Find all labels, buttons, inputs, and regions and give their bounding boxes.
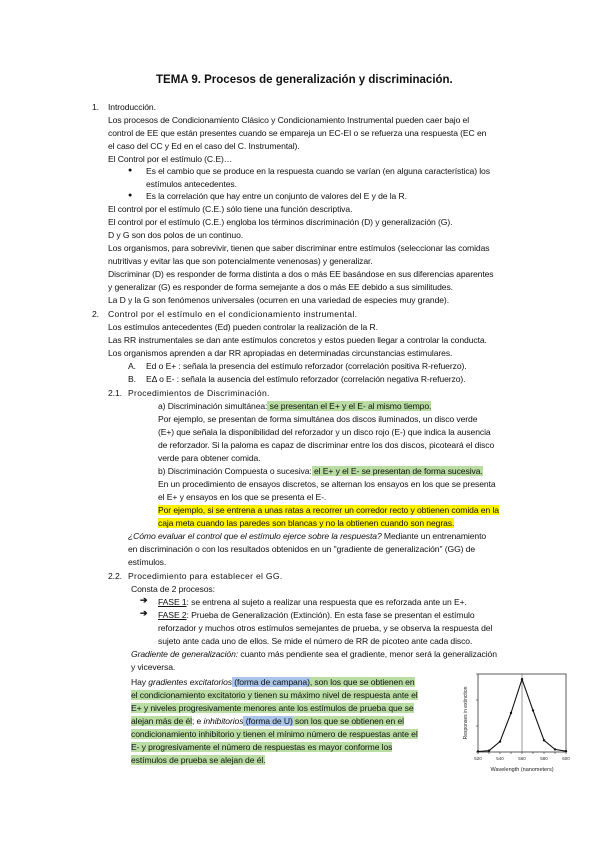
list-marker: A. [128, 361, 136, 371]
paragraph-line: Los organismos aprenden a dar RR apropiadas en determinadas circunstancias estimulares. [108, 348, 453, 358]
paragraph-line: Consta de 2 procesos: [131, 584, 215, 594]
definition-text: cuanto más pendiente sea el gradiente, menor será la generalización [238, 649, 497, 659]
paragraph-line: el E+ y ensayos en los que se presenta el E-. [158, 492, 327, 502]
subsection-heading: Procedimiento para establecer el GG. [128, 571, 283, 581]
highlight-green: son los que se obtienen en el [292, 716, 404, 726]
text: Hay [131, 677, 149, 687]
data-point [510, 712, 512, 714]
generalization-gradient-chart [458, 668, 574, 774]
paragraph-line [131, 690, 418, 701]
page-title: TEMA 9. Procesos de generalización y discriminación. [156, 74, 453, 86]
list-line: EΔ o E- : señala la ausencia del estímulo reforzador (correlación negativa R-refuerzo). [146, 374, 466, 384]
paragraph-line: Los procesos de Condicionamiento Clásico y Condicionamiento Instrumental pueden caer bajo el [108, 115, 470, 125]
list-line: reforzador y muchos otros estímulos semejantes de prueba, y se observa la respuesta del [158, 623, 493, 633]
arrow-icon: ➔ [140, 595, 148, 605]
paragraph-line: control de EE que están presentes cuando se empareja un EC-EI o se refuerza una respuesta (EC en [108, 128, 487, 138]
data-point [532, 709, 534, 711]
x-tick-label: 540 [496, 756, 504, 761]
phase-label: FASE 2 [158, 610, 187, 620]
highlight-green: alejan más de él [131, 716, 192, 726]
paragraph-line [131, 703, 414, 714]
paragraph-line: Las RR instrumentales se dan ante estímulos concretos y estos pueden llegar a controlar la conducta. [108, 335, 487, 345]
phase-label: FASE 1 [158, 597, 187, 607]
highlight-blue: (forma de U) [243, 716, 293, 726]
paragraph-line [131, 742, 392, 753]
paragraph-line: y viceversa. [131, 662, 176, 672]
paragraph-line: D y G son dos polos de un continuo. [108, 230, 244, 240]
bullet-line: Es el cambio que se produce en la respuesta cuando se varían (en alguna característica) los [146, 166, 490, 176]
x-axis-label: Wavelength (nanometers) [490, 767, 554, 773]
highlight-green: estímulos de prueba se alejan de él. [131, 755, 266, 765]
paragraph-line: verde para obtener comida. [158, 453, 261, 463]
italic-term: inhibitorios [203, 716, 244, 726]
italic-question: ¿Cómo evaluar el control que el estímulo ejerce sobre la respuesta? [128, 531, 382, 541]
x-tick-label: 520 [474, 756, 482, 761]
data-point [521, 678, 523, 680]
x-tick-label: 560 [518, 756, 526, 761]
term-label: a) Discriminación simultánea: [158, 401, 268, 411]
paragraph-line [158, 518, 454, 529]
paragraph-line [158, 505, 499, 516]
list-line [158, 597, 467, 608]
subsection-heading: Procedimientos de Discriminación. [128, 388, 270, 398]
x-tick-label: 600 [562, 756, 570, 761]
paragraph-line: (E+) que señala la disponibilidad del reforzador y un disco rojo (E-) que indica la ausencia [158, 427, 491, 437]
bullet-icon: ● [128, 167, 133, 174]
data-point [488, 750, 490, 752]
phase-text: : se entrena al sujeto a realizar una respuesta que es reforzada ante un E+. [186, 597, 467, 607]
highlight-yellow: Por ejemplo, si se entrena a unas ratas a recorrer un corredor recto y obtienen comida en la [158, 505, 499, 515]
highlight-green: condicionamiento inhibitorio y tienen el mínimo número de respuestas ante el [131, 729, 418, 739]
data-point [477, 750, 479, 752]
list-line: sujeto ante cada uno de ellos. Se mide el número de RR de picoteo ante cada disco. [158, 636, 473, 646]
list-line: Ed o E+ : señala la presencia del estímulo reforzador (correlación positiva R-refuerzo). [146, 361, 467, 371]
x-tick-label: 580 [540, 756, 548, 761]
highlight-green: E- y progresivamente el número de respuestas es mayor conforme los [131, 742, 393, 752]
highlight-yellow: caja meta cuando las paredes son blancas y no la obtienen cuando son negras. [158, 518, 455, 528]
section-heading-control: Control por el estímulo en el condicionamiento instrumental. [108, 309, 358, 319]
data-point [565, 750, 567, 752]
paragraph-line [128, 531, 486, 542]
paragraph-line: En un procedimiento de ensayos discretos, se alternan los ensayos en los que se presenta [158, 479, 496, 489]
highlight-green: el E+ y el E- se presentan de forma sucesiva. [311, 466, 483, 476]
phase-text: : Prueba de Generalización (Extinción). En esta fase se presentan el estímulo [186, 610, 475, 620]
italic-term: Gradiente de generalización: [131, 649, 239, 659]
paragraph-line: Por ejemplo, se presentan de forma simultánea dos discos iluminados, un disco verde [158, 414, 478, 424]
subsection-number: 2.1. [108, 388, 122, 398]
paragraph-line [131, 677, 415, 688]
highlight-green: , son los que se obtienen en [309, 677, 415, 687]
paragraph-line: y generalizar (G) es responder de forma semejante a dos o más EE debido a sus similitudes. [108, 282, 453, 292]
arrow-icon: ➔ [140, 608, 148, 618]
term-label: b) Discriminación Compuesta o sucesiva: [158, 466, 312, 476]
y-axis-label: Responses in extinction [463, 686, 469, 740]
highlight-green: el condicionamiento excitatorio y tienen su máximo nivel de respuesta ante el [131, 690, 418, 700]
text: ; e [191, 716, 204, 726]
highlight-green: se presentan el E+ y el E- al mismo tiempo. [267, 401, 432, 411]
subsection-number: 2.2. [108, 571, 122, 581]
paragraph-line [131, 716, 404, 727]
list-marker: B. [128, 374, 136, 384]
list-line [158, 610, 475, 621]
highlight-green: E+ y niveles progresivamente menores ante los estímulos de prueba que se [131, 703, 414, 713]
paragraph-line [131, 755, 265, 766]
answer-text: Mediante un entrenamiento [381, 531, 487, 541]
bullet-line: Es la correlación que hay entre un conjunto de valores del E y de la R. [146, 191, 407, 201]
paragraph-line: estímulos. [128, 557, 167, 567]
paragraph-line: de reforzador. Si la paloma es capaz de discriminar entre los dos discos, picoteará el disco [158, 440, 495, 450]
paragraph-line [131, 649, 497, 660]
highlight-blue: (forma de campana) [231, 677, 310, 687]
paragraph-line: Discriminar (D) es responder de forma distinta a dos o más EE basándose en sus diferencias aparentes [108, 269, 494, 279]
paragraph-line: en discriminación o con los resultados obtenidos en un "gradiente de generalización" (GG) de [128, 544, 476, 554]
paragraph-line: Los estímulos antecedentes (Ed) pueden controlar la realización de la R. [108, 322, 378, 332]
section-number-1: 1. [92, 102, 99, 112]
section-number-2: 2. [92, 309, 99, 319]
paragraph-line [158, 401, 431, 412]
paragraph-line: el caso del CC y Ed en el caso del C. Instrumental). [108, 141, 300, 151]
paragraph-line: La D y la G son fenómenos universales (ocurren en una variedad de especies muy grande). [108, 295, 449, 305]
paragraph-line [131, 729, 418, 740]
paragraph-line: nutritivas y evitar las que son potencialmente venenosas) y generalizar. [108, 256, 373, 266]
section-heading-intro: Introducción. [108, 102, 156, 112]
bullet-icon: ● [128, 192, 133, 199]
data-point [543, 739, 545, 741]
data-point [499, 740, 501, 742]
paragraph-line: El Control por el estímulo (C.E)… [108, 154, 233, 164]
data-point [554, 748, 556, 750]
paragraph-line [158, 466, 483, 477]
paragraph-line: Los organismos, para sobrevivir, tienen que saber discriminar entre estímulos (seleccionar las comidas [108, 243, 490, 253]
italic-term: gradientes excitatorios [148, 677, 232, 687]
bullet-line: estímulos antecedentes. [146, 179, 237, 189]
paragraph-line: El control por el estímulo (C.E.) engloba los términos discriminación (D) y generalización (G). [108, 217, 453, 227]
paragraph-line: El control por el estímulo (C.E.) sólo tiene una función descriptiva. [108, 204, 353, 214]
